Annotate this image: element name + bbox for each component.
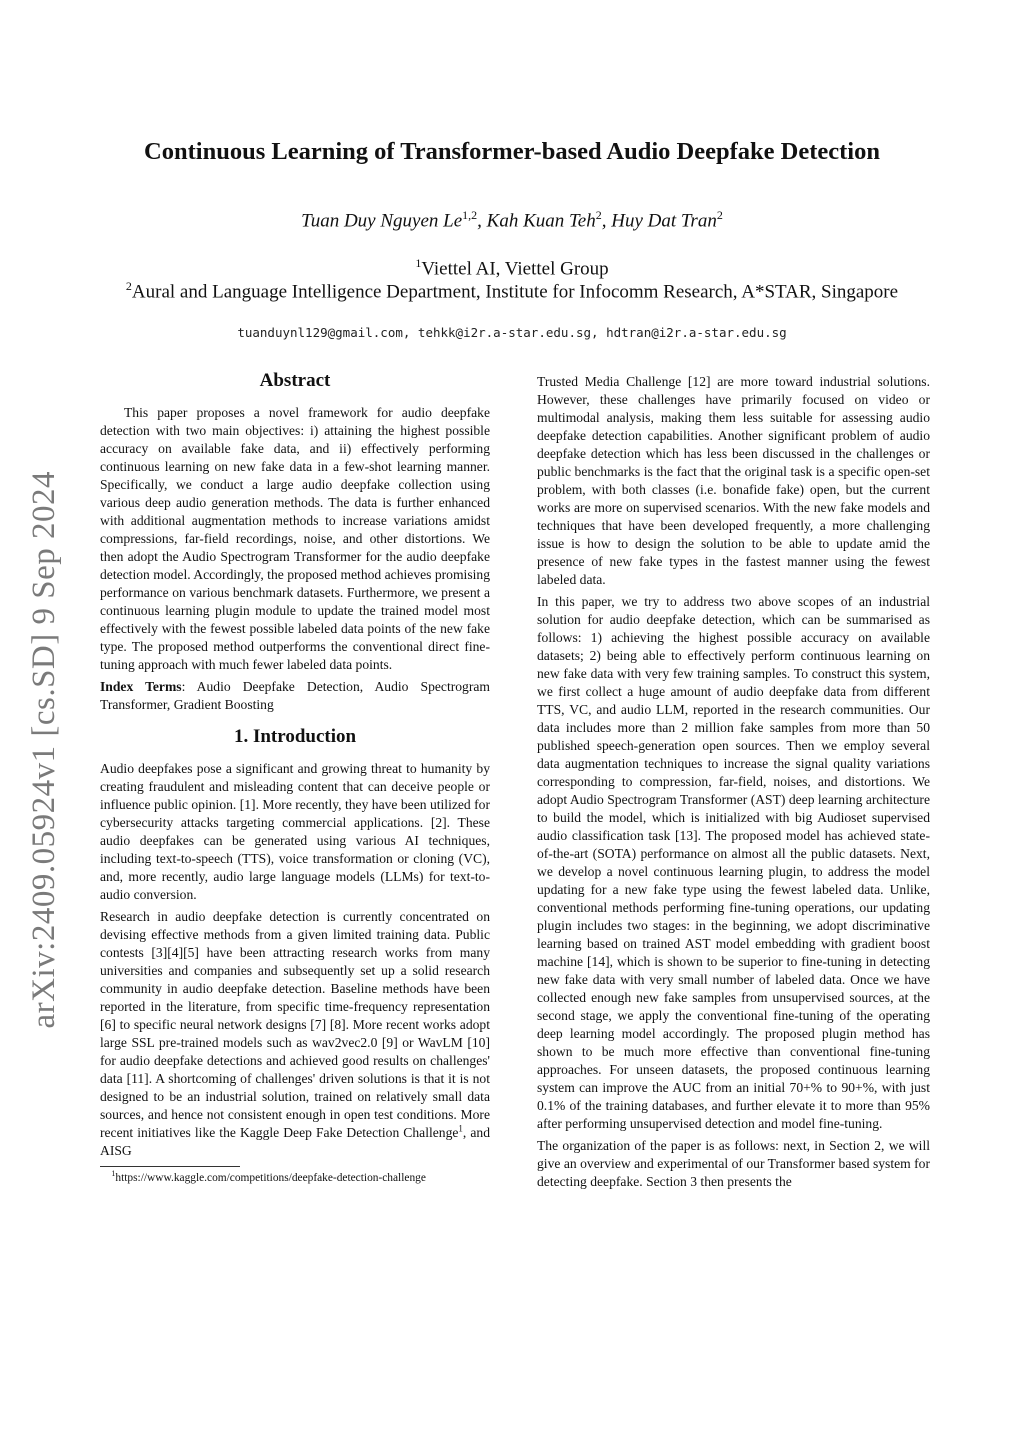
author-name: Tuan Duy Nguyen Le <box>301 210 463 232</box>
affiliation-2 <box>120 275 904 303</box>
index-terms-text: : Audio Deepfake Detection, Audio Spectrogram Transformer, Gradient Boosting <box>100 679 490 712</box>
footnote <box>100 1171 490 1185</box>
intro-paragraph-2-end: , and AISG <box>100 1125 490 1158</box>
footnote-number: 1 <box>111 1169 116 1179</box>
arxiv-identifier <box>20 458 68 1042</box>
intro-paragraph-2 <box>100 908 490 1160</box>
introduction-heading: 1. Introduction <box>233 726 357 747</box>
affiliation-text: Aural and Language Intelligence Department, Institute for Infocomm Research, A*STAR, Singapore <box>131 281 899 303</box>
arxiv-id-text: arXiv:2409.05924v1 [cs.SD] 9 Sep 2024 <box>25 471 62 1029</box>
intro-paragraph-1: Audio deepfakes pose a significant and growing threat to humanity by creating fraudulent and misleading content that can deceive people or influence public opinion. [1]. More recently, they have been utilized for cybersecurity attacks targeting commercial applications. [2]. These audio deepfakes can be generated using various AI techniques, including text-to-speech (TTS), voice transformation or cloning (VC), and, more recently, audio large language models (LLMs) for text-to-audio conversion. <box>100 761 490 902</box>
index-terms-label: Index Terms <box>100 679 182 694</box>
right-paragraph-3: The organization of the paper is as follows: next, in Section 2, we will give an overview and experimental of our Transformer based system for detecting deepfake. Section 3 then presents the <box>537 1138 930 1189</box>
intro-paragraph-2-text: Research in audio deepfake detection is currently concentrated on devising effective methods from a given limited training data. Public contests [3][4][5] have been attracting research works from many universities and companies and subsequently set up a solid research community in audio deepfake detection. Baseline methods have been reported in the literature, from specific time-frequency representation [6] to specific neural network designs [7] [8]. More recent works adopt large SSL pre-trained models such as wav2vec2.0 [9] or WavLM [10] for audio deepfake detections and achieved good results on challenges' data [11]. A shortcoming of challenges' driven solutions is that it is not designed to be an industrial solution, trained on relatively small data sources, and hence not consistent enough in open test conditions. More recent initiatives like the Kaggle Deep Fake Detection Challenge <box>100 909 490 1140</box>
affiliation-mark: 1 <box>415 256 422 270</box>
affiliation-text: Viettel AI, Viettel Group <box>421 258 609 280</box>
right-paragraph-2: In this paper, we try to address two above scopes of an industrial solution for audio deepfake detection, which can be summarised as follows: 1) achieving the highest possible accuracy on available datasets; 2) being able to effectively perform continuous learning on new fake data with very few training samples. To construct this system, we first collect a huge amount of audio deepfake data from different TTS, VC, and audio LLM, reported in the research communities. Our data includes more than 2 million fake samples from more than 50 published speech-generation open sources. Then we employ several data augmentation techniques to increase the signal quality variations corresponding to compression, far-field, noises, and distortions. We adopt Audio Spectrogram Transformer (AST) deep learning architecture to build the model, which is initialized with big Audioset supervised audio classification task [13]. The proposed model has achieved state-of-the-art (SOTA) performance on almost all the public datasets. Next, we develop a novel continuous learning plugin, to address the model updating for a new fake type using the fewest labeled data. Unlike, conventional methods performing fine-tuning operations, our updating plugin includes two stages: in the beginning, we adopt discriminative learning based on trained AST model embedding with gradient boost machine [14], which is shown to be superior to fine-tuning in detecting new fake data with very small number of labeled data. Once we have collected enough new fake samples from unsupervised sources, at the second stage, we apply the conventional fine-tuning of the operating deep learning model accordingly. The proposed plugin method has shown to be much more effective than conventional fine-tuning approaches. For unseen datasets, the proposed continuous learning system can improve the AUC from an initial 70+% to 90+%, with just 0.1% of the training databases, and further elevate it to more than 95% after performing unsupervised detection and model fine-tuning. <box>537 594 930 1131</box>
footnote-marker: 1 <box>458 1123 463 1134</box>
left-column <box>100 368 490 1185</box>
author-affil-mark: 2 <box>716 208 723 222</box>
author-emails: tuanduynl129@gmail.com, tehkk@i2r.a-star.edu.sg, hdtran@i2r.a-star.edu.sg <box>237 325 787 340</box>
abstract-body: This paper proposes a novel framework for audio deepfake detection with two main objectives: i) attaining the highest possible accuracy on available fake data, and ii) effectively performing continuous learning on new fake data in a few-shot learning manner. Specifically, we conduct a large audio deepfake collection using various deep audio generation methods. The data is further enhanced with additional augmentation methods to increase variations amidst compressions, far-field recordings, noise, and other distortions. We then adopt the Audio Spectrogram Transformer for the audio deepfake detection model. Accordingly, the proposed method achieves promising performance on various benchmark datasets. Furthermore, we present a continuous learning plugin module to update the trained model most effectively with the fewest possible labeled data points of the new fake type. The proposed method outperforms the conventional direct fine-tuning approach with much fewer labeled data points. <box>100 405 490 672</box>
right-column <box>537 373 930 1195</box>
author-name: Kah Kuan Teh <box>486 210 596 232</box>
index-terms <box>100 678 490 714</box>
abstract-heading: Abstract <box>259 370 331 391</box>
author-affil-mark: 1,2 <box>462 208 478 222</box>
affiliation-mark: 2 <box>125 279 132 293</box>
paper-title: Continuous Learning of Transformer-based Audio Deepfake Detection <box>144 138 880 165</box>
author-name: Huy Dat Tran <box>611 210 717 232</box>
footnote-url[interactable]: https://www.kaggle.com/competitions/deepfake-detection-challenge <box>115 1172 426 1184</box>
right-paragraph-1: Trusted Media Challenge [12] are more toward industrial solutions. However, these challenges have primarily focused on video or multimodal analysis, making them less suitable for assessing audio deepfake detection capabilities. Another significant problem of audio deepfake detection which has less been discussed in the challenges or public benchmarks is the fact that the original task is a specific open-set problem, with both classes (i.e. bonafide fake) open, but the current works are more on supervised scenarios. With the new fake models and techniques that have been developed frequently, a more challenging issue is how to design the solution to be able to update amid the presence of new fake types in the fastest manner using the fewest labeled data. <box>537 374 930 587</box>
footnote-divider <box>100 1166 240 1167</box>
author-affil-mark: 2 <box>595 208 602 222</box>
author-list: Tuan Duy Nguyen Le$^{1,2}$, Kah Kuan Teh$^2$, Huy Dat Tran$^2$ <box>301 208 723 232</box>
